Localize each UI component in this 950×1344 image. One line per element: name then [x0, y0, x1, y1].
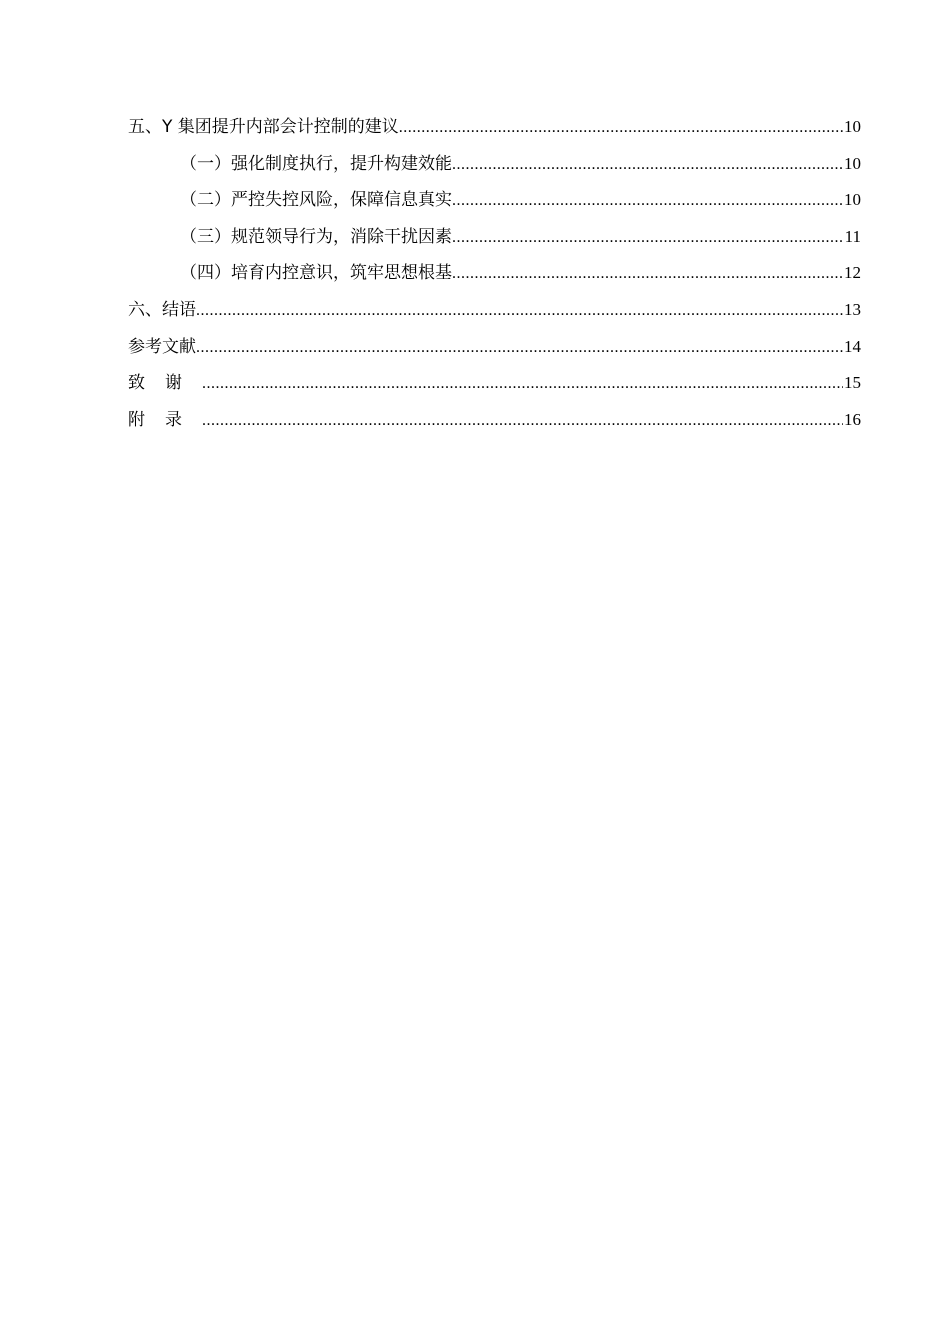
toc-entry-page: 15	[844, 373, 861, 393]
toc-entry[interactable]	[128, 222, 861, 259]
toc-entry-page: 12	[844, 263, 861, 283]
toc-dot-leader	[202, 412, 843, 430]
toc-dot-leader	[452, 265, 843, 283]
toc-entry-title: 参考文献	[128, 336, 196, 357]
toc-entry-page: 14	[844, 336, 861, 356]
toc-entry-title: 致谢	[128, 373, 202, 394]
toc-entry-page: 16	[844, 409, 861, 429]
toc-entry[interactable]	[128, 112, 861, 149]
toc-dot-leader	[196, 302, 843, 320]
toc-entry-title: 六、结语	[128, 299, 196, 320]
toc-entry-page: 13	[844, 299, 861, 319]
toc-dot-leader	[202, 375, 843, 393]
toc-entry[interactable]	[128, 185, 861, 222]
toc-dot-leader	[452, 192, 843, 210]
toc-entry[interactable]	[128, 149, 861, 186]
table-of-contents	[128, 112, 861, 441]
toc-entry-page: 10	[844, 153, 861, 173]
toc-entry-title: （四）培育内控意识，筑牢思想根基	[180, 263, 452, 284]
toc-entry-page: 10	[844, 190, 861, 210]
toc-dot-leader	[196, 339, 843, 357]
toc-entry-title: （三）规范领导行为，消除干扰因素	[180, 226, 452, 247]
toc-dot-leader	[399, 119, 843, 137]
toc-entry[interactable]	[128, 295, 861, 332]
toc-dot-leader	[452, 156, 843, 174]
toc-entry[interactable]	[128, 368, 861, 405]
toc-entry-title: （一）强化制度执行，提升构建效能	[180, 153, 452, 174]
toc-entry-page: 10	[844, 117, 861, 136]
toc-dot-leader	[452, 229, 844, 247]
toc-entry-title: 附录	[128, 409, 202, 430]
toc-entry-title: （二）严控失控风险，保障信息真实	[180, 190, 452, 211]
toc-entry-title: 五、Y 集团提升内部会计控制的建议	[128, 117, 399, 137]
toc-entry[interactable]	[128, 258, 861, 295]
toc-entry-page: 11	[844, 226, 861, 246]
toc-entry[interactable]	[128, 332, 861, 369]
toc-entry[interactable]	[128, 405, 861, 442]
